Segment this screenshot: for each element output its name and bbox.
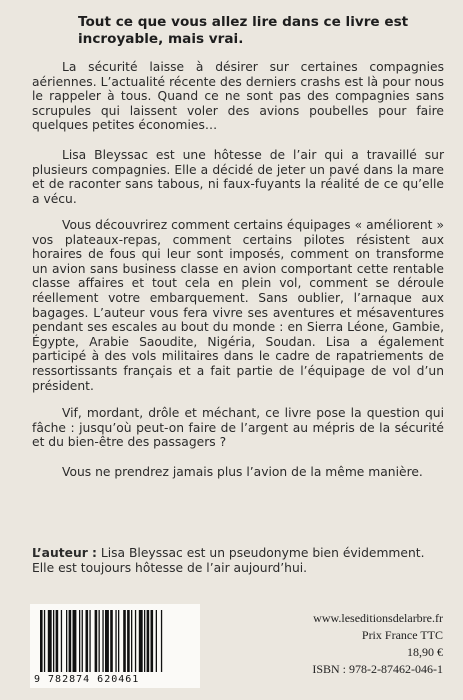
paragraph-discoveries: Vous découvrirez comment certains équipages « améliorent » vos plateaux-repas, comment certains pilotes résistent aux horaires de fous qui leur sont imposés, comment on transforme un avion sans business classe en avion comportant cette rentable classe affaires et tout cela en plein vol, comment se déroule réellement votre embarquement. Sans oublier, l’arnaque aux bagages. L’auteur vous fera vivre ses aventures et mésaventures pendant ses escales au bout du monde : en Sierra Léone, Gambie, Égypte, Arabie Saoudite, Nigéria, Soudan. Lisa a également participé à des vols militaires dans le cadre de rapatriements de ressortissants français et a fait partie de l’équipage de vol d’un président. bbox=[32, 218, 444, 393]
publisher-info bbox=[312, 610, 443, 678]
paragraph-question: Vif, mordant, drôle et méchant, ce livre pose la question qui fâche : jusqu’où peut-on faire de l’argent au mépris de la sécurité et du bien-être des passagers ? bbox=[32, 406, 444, 450]
barcode bbox=[30, 604, 200, 688]
author-text: Lisa Bleyssac est un pseudonyme bien évidemment. Elle est toujours hôtesse de l’air aujourd’hui. bbox=[32, 546, 425, 575]
isbn: ISBN : 978-2-87462-046-1 bbox=[312, 662, 443, 676]
price-label: Prix France TTC bbox=[361, 628, 443, 642]
author-label: L’auteur : bbox=[32, 546, 97, 560]
paragraph-author-intro: Lisa Bleyssac est une hôtesse de l’air qui a travaillé sur plusieurs compagnies. Elle a décidé de jeter un pavé dans la mare et de raconter sans tabous, ni faux-fuyants la réalité de ce qu’elle a vécu. bbox=[32, 148, 444, 206]
headline: Tout ce que vous allez lire dans ce livre est incroyable, mais vrai. bbox=[78, 14, 409, 47]
paragraph-closing: Vous ne prendrez jamais plus l’avion de la même manière. bbox=[62, 465, 423, 479]
barcode-digits: 9 782874 620461 bbox=[34, 674, 140, 685]
publisher-website: www.leseditionsdelarbre.fr bbox=[313, 611, 443, 625]
paragraph-safety: La sécurité laisse à désirer sur certaines compagnies aériennes. L’actualité récente des derniers crashs est là pour nous le rappeler à tous. Quand ce ne sont pas des compagnies sans scrupules qui laissent voler des avions poubelles pour faire quelques petites économies… bbox=[32, 60, 444, 133]
price-value: 18,90 € bbox=[407, 645, 443, 659]
author-note bbox=[32, 546, 444, 575]
